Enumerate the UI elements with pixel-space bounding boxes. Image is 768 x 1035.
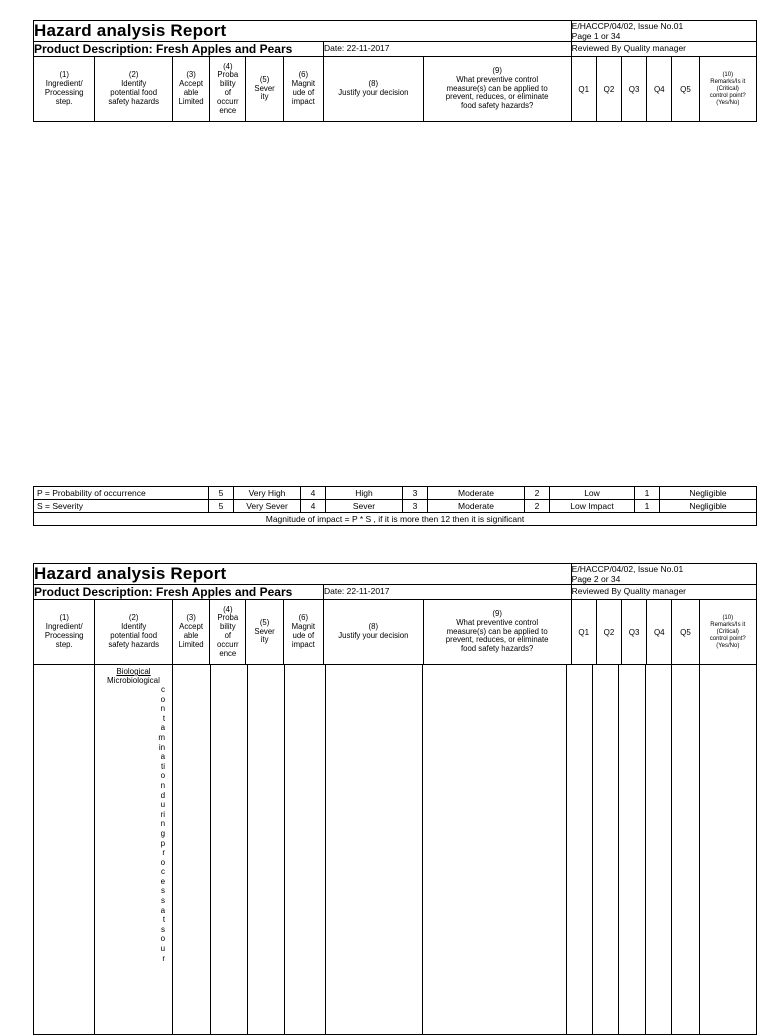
legend-table (33, 486, 757, 526)
vertical-char: m (158, 732, 166, 742)
vertical-char: s (161, 886, 166, 896)
col-probability-header: (4) Proba bility of occurr ence (210, 600, 246, 665)
vertical-char: ti (161, 761, 166, 771)
product-description: Product Description: Fresh Apples and Pears (34, 42, 324, 57)
legend-cell: 5 (209, 500, 234, 513)
legend-severity-label: S = Severity (34, 500, 209, 513)
vertical-char: t (162, 713, 166, 723)
report-date: Date: 22-11-2017 (323, 585, 571, 600)
legend-cell: High (326, 487, 403, 500)
doc-code: E/HACCP/04/02, Issue No.01 (571, 21, 684, 31)
doc-code: E/HACCP/04/02, Issue No.01 (571, 564, 684, 574)
report-date: Date: 22-11-2017 (323, 42, 571, 57)
vertical-char: n (160, 819, 166, 829)
vertical-char: u (160, 944, 166, 954)
col-remarks-header: (10) Remarks/Is it (Critical) control point? (Yes/No) (699, 57, 756, 122)
vertical-char: n (160, 704, 166, 714)
col-q5-header: Q5 (672, 600, 699, 665)
biological-label: Biological (116, 667, 151, 676)
vertical-char: in (158, 742, 166, 752)
legend-cell: Moderate (428, 500, 525, 513)
reviewed-by: Reviewed By Quality manager (571, 585, 756, 600)
vertical-char: o (160, 694, 166, 704)
vertical-char: a (160, 905, 166, 915)
col-q3-header: Q3 (622, 600, 647, 665)
legend-cell: Sever (326, 500, 403, 513)
page-number: Page 1 or 34 (571, 31, 621, 41)
page1-header (33, 20, 757, 122)
page2-header (33, 563, 757, 665)
vertical-char: o (160, 857, 166, 867)
preventive-cell (423, 665, 567, 1035)
col-q5-header: Q5 (672, 57, 699, 122)
col-hazards-header: (2) Identify potential food safety hazards (95, 600, 173, 665)
vertical-char: s (161, 896, 166, 906)
vertical-char: n (160, 780, 166, 790)
vertical-char: c (161, 867, 166, 877)
vertical-char: t (162, 915, 166, 925)
doc-meta (571, 564, 756, 585)
col-severity-header: (5) Sever ity (246, 600, 283, 665)
report-title: Hazard analysis Report (34, 21, 572, 42)
legend-cell: 5 (209, 487, 234, 500)
vertical-char: d (160, 790, 166, 800)
vertical-char: e (160, 876, 166, 886)
legend-cell: 4 (301, 500, 326, 513)
legend-cell: 4 (301, 487, 326, 500)
legend-probability-label: P = Probability of occurrence (34, 487, 209, 500)
vertical-char: g (160, 828, 166, 838)
col-q2-header: Q2 (596, 57, 621, 122)
probability-cell (210, 665, 247, 1035)
col-q1-header: Q1 (571, 57, 596, 122)
col-preventive-header: (9) What preventive control measure(s) can be applied to prevent, reduces, or eliminate food safety hazards? (423, 600, 571, 665)
magnitude-formula: Magnitude of impact = P * S , if it is more then 12 then it is significant (34, 513, 757, 526)
q1-cell (567, 665, 593, 1035)
col-q3-header: Q3 (622, 57, 647, 122)
hazard-description-vertical (96, 685, 171, 963)
doc-meta (571, 21, 756, 42)
microbiological-label: Microbiological (107, 676, 160, 685)
hazards-cell (94, 665, 172, 1035)
legend-cell: Low (550, 487, 635, 500)
vertical-char: r (162, 848, 166, 858)
legend-cell: 2 (525, 500, 550, 513)
vertical-char: ri (160, 809, 166, 819)
q4-cell (645, 665, 671, 1035)
col-q1-header: Q1 (571, 600, 596, 665)
col-remarks-header: (10) Remarks/Is it (Critical) control point? (Yes/No) (699, 600, 756, 665)
legend-cell: 1 (635, 500, 660, 513)
legend-cell: Very High (234, 487, 301, 500)
col-q2-header: Q2 (596, 600, 621, 665)
severity-cell (247, 665, 285, 1035)
legend-cell: Very Sever (234, 500, 301, 513)
q2-cell (593, 665, 619, 1035)
vertical-char: p (160, 838, 166, 848)
vertical-char: u (160, 800, 166, 810)
col-justify-header: (8) Justify your decision (323, 600, 423, 665)
vertical-char: o (160, 934, 166, 944)
justify-cell (325, 665, 423, 1035)
col-preventive-header: (9) What preventive control measure(s) can be applied to prevent, reduces, or eliminate food safety hazards? (423, 57, 571, 122)
page2-body-table (33, 665, 757, 1035)
legend-cell: 3 (403, 487, 428, 500)
q3-cell (619, 665, 645, 1035)
col-probability-header: (4) Proba bility of occurr ence (210, 57, 246, 122)
page-number: Page 2 or 34 (571, 574, 621, 584)
vertical-char: s (161, 924, 166, 934)
magnitude-cell (285, 665, 326, 1035)
legend-cell: Low Impact (550, 500, 635, 513)
legend-cell: Moderate (428, 487, 525, 500)
col-acceptable-header: (3) Accept able Limited (172, 600, 209, 665)
vertical-char: o (160, 771, 166, 781)
acceptable-cell (173, 665, 211, 1035)
vertical-char: a (160, 752, 166, 762)
legend-cell: 2 (525, 487, 550, 500)
col-ingredient-header: (1) Ingredient/ Processing step. (34, 600, 95, 665)
col-acceptable-header: (3) Accept able Limited (172, 57, 209, 122)
col-magnitude-header: (6) Magnit ude of impact (283, 57, 323, 122)
legend-cell: 1 (635, 487, 660, 500)
reviewed-by: Reviewed By Quality manager (571, 42, 756, 57)
col-magnitude-header: (6) Magnit ude of impact (283, 600, 323, 665)
vertical-char: r (162, 953, 166, 963)
col-hazards-header: (2) Identify potential food safety hazards (95, 57, 173, 122)
legend-cell: Negligible (660, 500, 757, 513)
legend-cell: 3 (403, 500, 428, 513)
report-title: Hazard analysis Report (34, 564, 572, 585)
col-q4-header: Q4 (647, 600, 672, 665)
vertical-char: a (160, 723, 166, 733)
col-severity-header: (5) Sever ity (246, 57, 283, 122)
ingredient-cell (34, 665, 95, 1035)
q5-cell (671, 665, 699, 1035)
col-ingredient-header: (1) Ingredient/ Processing step. (34, 57, 95, 122)
product-description: Product Description: Fresh Apples and Pears (34, 585, 324, 600)
col-q4-header: Q4 (647, 57, 672, 122)
col-justify-header: (8) Justify your decision (323, 57, 423, 122)
legend-cell: Negligible (660, 487, 757, 500)
remarks-cell (699, 665, 756, 1035)
vertical-char: c (161, 685, 166, 694)
